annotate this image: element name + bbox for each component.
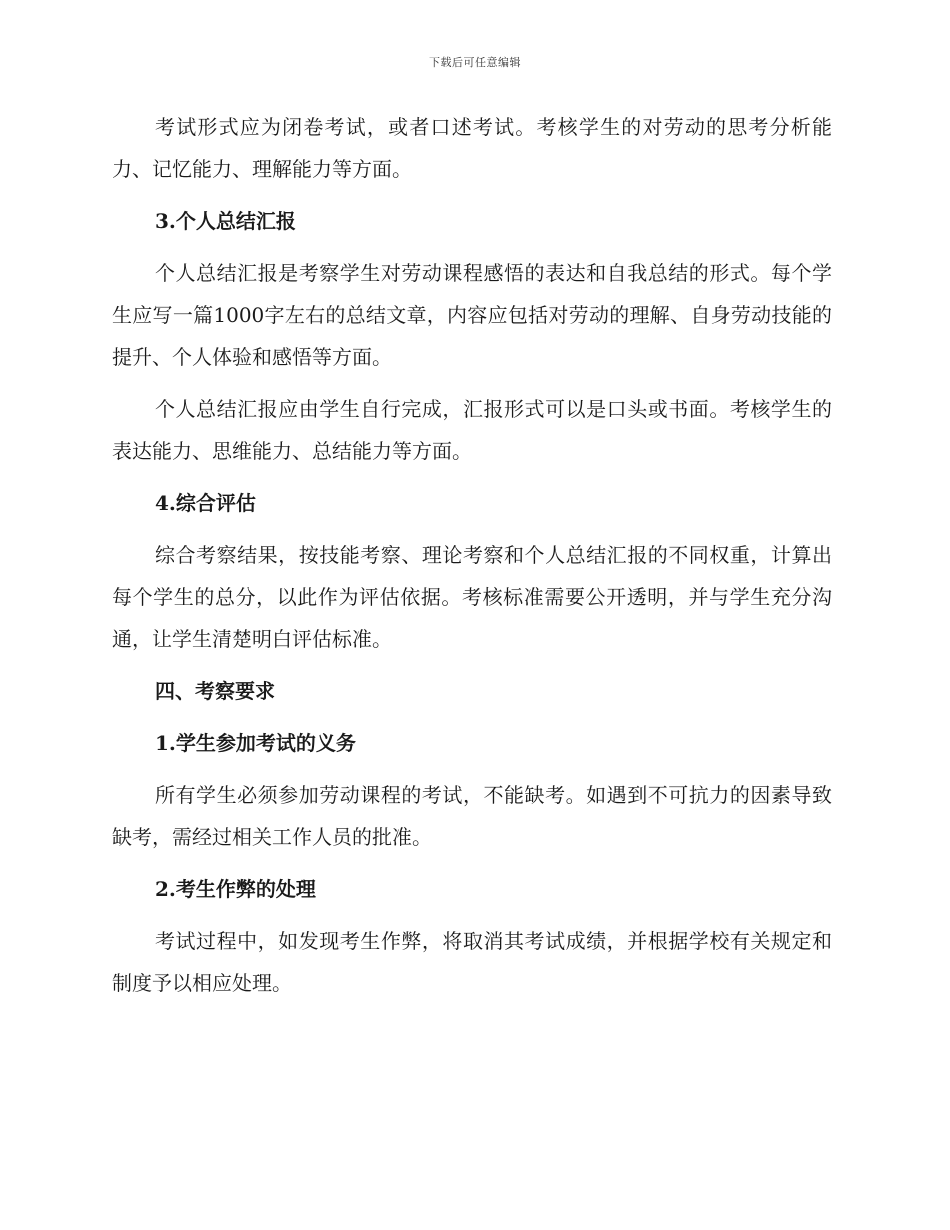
heading-exam-requirements: 四、考察要求 [155,679,275,703]
heading-cheating: 2.考生作弊的处理 [155,877,316,901]
paragraph-evaluation: 综合考察结果，按技能考察、理论考察和个人总结汇报的不同权重，计算出每个学生的总分，以此作为评估依据。考核标准需要公开透明，并与学生充分沟通，让学生清楚明白评估标准。 [112,543,832,651]
heading-personal-summary: 3.个人总结汇报 [155,209,296,233]
paragraph-summary-report: 个人总结汇报是考察学生对劳动课程感悟的表达和自我总结的形式。每个学生应写一篇1000字左右的总结文章，内容应包括对劳动的理解、自身劳动技能的提升、个人体验和感悟等方面。 [112,261,832,369]
heading-attendance-duty: 1.学生参加考试的义务 [155,731,356,755]
paragraph-exam-format: 考试形式应为闭卷考试，或者口述考试。考核学生的对劳动的思考分析能力、记忆能力、理解能力等方面。 [112,115,832,181]
paragraph-cheating: 考试过程中，如发现考生作弊，将取消其考试成绩，并根据学校有关规定和制度予以相应处理。 [112,929,832,995]
document-body [112,106,832,1014]
paragraph-attendance: 所有学生必须参加劳动课程的考试，不能缺考。如遇到不可抗力的因素导致缺考，需经过相关工作人员的批准。 [112,783,832,849]
heading-comprehensive-evaluation: 4.综合评估 [155,491,256,515]
paragraph-summary-completion: 个人总结汇报应由学生自行完成，汇报形式可以是口头或书面。考核学生的表达能力、思维能力、总结能力等方面。 [112,397,832,463]
page-header: 下载后可任意编辑 [429,56,521,69]
